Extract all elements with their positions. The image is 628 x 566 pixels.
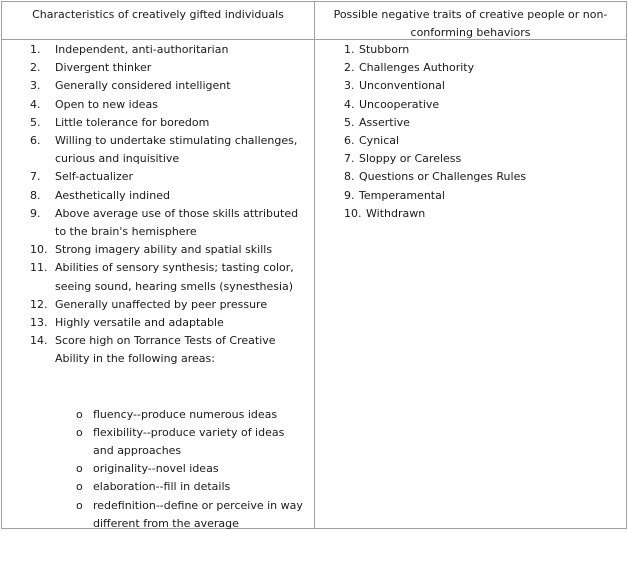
item-number: 12.: [30, 297, 48, 311]
sub-item-text: fluency--produce numerous ideas: [93, 407, 278, 421]
item-number: 3.: [344, 79, 355, 93]
list-item: [344, 205, 614, 223]
bullet-icon: o: [76, 425, 83, 439]
item-number: 6.: [344, 134, 355, 148]
item-number: 14.: [30, 334, 48, 348]
sub-list-item: [30, 497, 308, 533]
sub-list-item: [30, 406, 308, 424]
item-text: Divergent thinker: [55, 61, 152, 75]
item-text: Assertive: [359, 115, 410, 129]
item-text: Stubborn: [359, 43, 410, 56]
item-text: Sloppy or Careless: [359, 152, 462, 166]
item-number: 13.: [30, 316, 48, 330]
right-column: [344, 41, 614, 223]
item-number: 1.: [30, 43, 41, 56]
bullet-icon: o: [76, 480, 83, 494]
list-item: [30, 41, 308, 59]
item-text: Questions or Challenges Rules: [359, 170, 527, 184]
item-number: 9.: [344, 188, 355, 202]
sub-list-item: [30, 478, 308, 496]
list-item: [344, 59, 614, 77]
item-text: Uncooperative: [359, 97, 440, 111]
list-item: [30, 59, 308, 77]
item-text: Aesthetically indined: [55, 188, 170, 202]
item-number: 9.: [30, 206, 41, 220]
item-number: 8.: [30, 188, 41, 202]
list-item: [30, 114, 308, 132]
item-text: Independent, anti-authoritarian: [55, 43, 229, 56]
sub-list-item: [30, 424, 308, 460]
list-item: [344, 77, 614, 95]
item-number: 5.: [344, 115, 355, 129]
item-number: 2.: [30, 61, 41, 75]
list-item: [344, 41, 614, 59]
list-item: [30, 296, 308, 314]
list-item: [344, 114, 614, 132]
list-item: [30, 241, 308, 259]
list-item: [344, 132, 614, 150]
item-number: 7.: [344, 152, 355, 166]
item-number: 6.: [30, 134, 41, 148]
bullet-icon: o: [76, 407, 83, 421]
list-item: [344, 187, 614, 205]
sub-item-text: elaboration--fill in details: [93, 480, 231, 494]
bullet-icon: o: [76, 462, 83, 476]
list-item: [30, 96, 308, 114]
item-text: Self-actualizer: [55, 170, 134, 184]
list-item: [30, 187, 308, 205]
item-text: Highly versatile and adaptable: [55, 316, 224, 330]
item-text: Strong imagery ability and spatial skills: [55, 243, 273, 257]
item-number: 8.: [344, 170, 355, 184]
item-text: Generally unaffected by peer pressure: [55, 297, 268, 311]
sub-list-item: [30, 460, 308, 478]
list-item: [344, 150, 614, 168]
header-right: Possible negative traits of creative people or non-conforming behaviors: [333, 8, 608, 39]
item-text: Little tolerance for boredom: [55, 115, 210, 129]
item-number: 2.: [344, 61, 355, 75]
item-text: Abilities of sensory synthesis; tasting color, seeing sound, hearing smells (synesthesia): [55, 261, 294, 293]
list-item: [344, 96, 614, 114]
item-text: Above average use of those skills attributed to the brain's hemisphere: [55, 206, 299, 239]
item-number: 10.: [344, 206, 362, 220]
sub-item-text: redefinition--define or perceive in way different from the average: [93, 498, 303, 530]
item-text: Withdrawn: [366, 206, 426, 220]
list-item: [30, 132, 308, 168]
header-left: Characteristics of creatively gifted individuals: [32, 8, 284, 21]
item-text: Temperamental: [359, 188, 445, 202]
item-text: Score high on Torrance Tests of Creative Ability in the following areas:: [55, 334, 276, 366]
item-text: Cynical: [359, 134, 400, 148]
list-item: [30, 168, 308, 186]
list-item: [30, 77, 308, 95]
list-item: [344, 168, 614, 186]
item-number: 7.: [30, 170, 41, 184]
item-number: 4.: [344, 97, 355, 111]
list-spacer: [30, 369, 308, 406]
item-number: 11.: [30, 261, 48, 275]
item-text: Willing to undertake stimulating challenges, curious and inquisitive: [55, 134, 298, 166]
sub-item-text: originality--novel ideas: [93, 462, 219, 476]
list-item: [30, 332, 308, 368]
list-item: [30, 314, 308, 332]
list-item: [30, 205, 308, 241]
bullet-icon: o: [76, 498, 83, 512]
item-number: 3.: [30, 79, 41, 93]
list-item: [30, 259, 308, 295]
item-number: 4.: [30, 97, 41, 111]
column-divider: [314, 2, 315, 528]
item-text: Open to new ideas: [55, 97, 158, 111]
left-column: [30, 41, 308, 533]
item-number: 5.: [30, 115, 41, 129]
item-text: Unconventional: [359, 79, 445, 93]
sub-item-text: flexibility--produce variety of ideas and approaches: [93, 425, 285, 458]
item-text: Challenges Authority: [359, 61, 475, 75]
item-number: 1.: [344, 43, 355, 56]
item-number: 10.: [30, 243, 48, 257]
item-text: Generally considered intelligent: [55, 79, 231, 93]
